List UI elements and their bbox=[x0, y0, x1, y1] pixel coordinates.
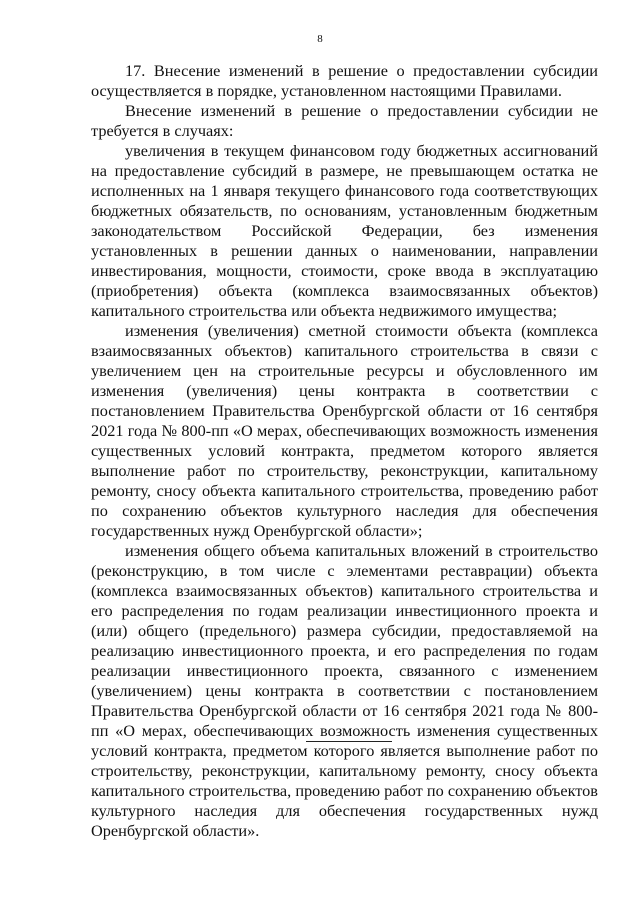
end-separator-line bbox=[306, 741, 392, 742]
paragraph-no-change-required: Внесение изменений в решение о предоставлении субсидии не требуется в случаях: bbox=[91, 101, 598, 140]
page-number: 8 bbox=[317, 33, 323, 45]
document-body bbox=[91, 61, 598, 841]
paragraph-clause-17: 17. Внесение изменений в решение о предоставлении субсидии осуществляется в порядке, установленном настоящими Правилами. bbox=[91, 61, 598, 100]
paragraph-case-estimate-change: изменения (увеличения) сметной стоимости объекта (комплекса взаимосвязанных объектов) капитального строительства в связи с увеличением цен на строительные ресурсы и обусловленного им изменения (увеличения) цены контракта в соответствии с постановлением Правительства Оренбургской области от 16 сентября 2021 года № 800-пп «О мерах, обеспечивающих возможность изменения существенных условий контракта, предметом которого является выполнение работ по строительству, реконструкции, капитальному ремонту, сносу объекта капитального строительства, проведению работ по сохранению объектов культурного наследия для обеспечения государственных нужд Оренбургской области»; bbox=[91, 321, 598, 540]
paragraph-case-budget-increase: увеличения в текущем финансовом году бюджетных ассигнований на предоставление субсидий в размере, не превышающем остатка не исполненных на 1 января текущего финансового года соответствующих бюджетных обязательств, по основаниям, установленным бюджетным законодательством Российской Федерации, без изменения установленных в решении данных о наименовании, направлении инвестирования, мощности, стоимости, сроке ввода в эксплуатацию (приобретения) объекта (комплекса взаимосвязанных объектов) капитального строительства или объекта недвижимого имущества; bbox=[91, 141, 598, 320]
paragraph-case-investment-change: изменения общего объема капитальных вложений в строительство (реконструкцию, в том числе с элементами реставрации) объекта (комплекса взаимосвязанных объектов) капитального строительства и его распределения по годам реализации инвестиционного проекта и (или) общего (предельного) размера субсидии, предоставляемой на реализацию инвестиционного проекта, и его распределения по годам реализации инвестиционного проекта, связанного с изменением (увеличением) цены контракта в соответствии с постановлением Правительства Оренбургской области от 16 сентября 2021 года № 800-пп «О мерах, обеспечивающих возможность изменения существенных условий контракта, предметом которого является выполнение работ по строительству, реконструкции, капитальному ремонту, сносу объекта капитального строительства, проведению работ по сохранению объектов культурного наследия для обеспечения государственных нужд Оренбургской области». bbox=[91, 541, 598, 840]
